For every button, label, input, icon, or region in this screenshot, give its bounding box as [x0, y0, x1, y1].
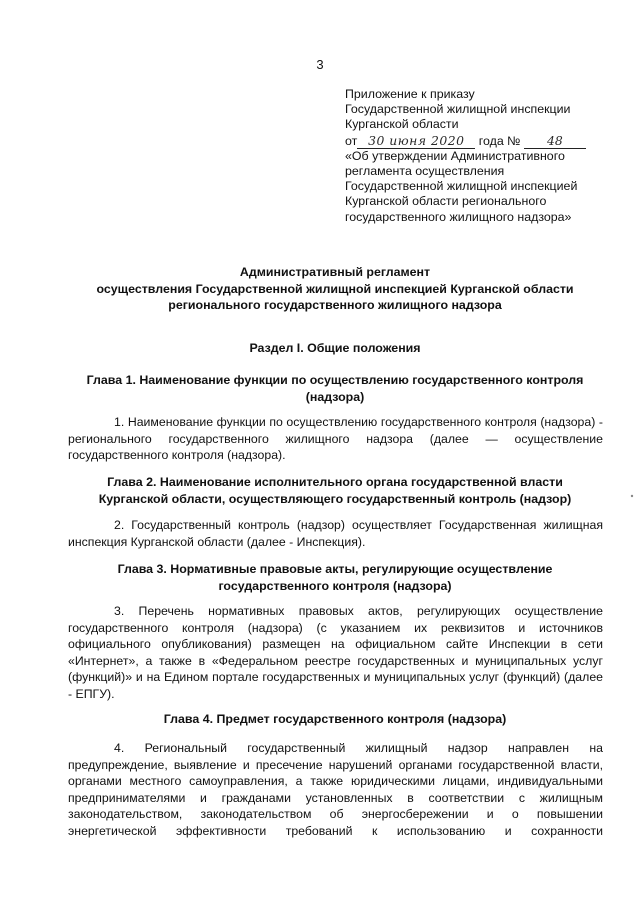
chapter-3-heading [70, 561, 600, 594]
heading-line: Глава 1. Наименование функции по осуществлению государственного контроля [86, 373, 584, 387]
chapter-4-paragraph [68, 740, 603, 840]
appendix-line: Государственной жилищной инспекцией [345, 179, 578, 194]
chapter-3-paragraph [68, 603, 603, 703]
heading-line: Глава 3. Нормативные правовые акты, регулирующие осуществление [117, 562, 553, 576]
paragraph-text: 1. Наименование функции по осуществлению государственного контроля (надзора) - регионального государственного жилищного надзора (далее — осуществление государственного контроля (надзора). [68, 415, 603, 463]
page-number: 3 [316, 57, 324, 72]
paragraph-text: 2. Государственный контроль (надзор) осуществляет Государственная жилищная инспекция Курганской области (далее - Инспекция). [68, 518, 603, 549]
chapter-2-paragraph [68, 517, 603, 550]
title-line: осуществления Государственной жилищной инспекцией Курганской области [96, 281, 574, 296]
heading-line: Курганской области, осуществляющего государственный контроль (надзор) [98, 491, 572, 506]
appendix-line: Государственной жилищной инспекции [345, 102, 571, 117]
paragraph-text: 4. Региональный государственный жилищный надзор направлен на предупреждение, выявление и пресечение нарушений органами государственной власти, органами местного самоуправления, а также юридическими лицами, индивидуальными предпринимателями и гражданами установленных в соответствии с жилищным законодательством, законодательством об энергосбережении и о повышении энергетической эффективности требований к использованию и сохранности [68, 741, 603, 838]
appendix-line: Курганской области регионального [345, 194, 547, 209]
appendix-block [345, 87, 605, 225]
appendix-date-line [345, 133, 605, 149]
chapter-1-paragraph [68, 414, 603, 464]
appendix-line: «Об утверждении Административного [345, 148, 565, 163]
margin-mark [630, 494, 634, 498]
appendix-line: Приложение к приказу [345, 87, 475, 101]
title-line: Административный регламент [239, 265, 431, 279]
appendix-line: государственного жилищного надзора» [345, 209, 572, 224]
chapter-2-heading [70, 474, 600, 507]
paragraph-text: 3. Перечень нормативных правовых актов, регулирующих осуществление государственного контроля (надзора) (с указанием их реквизитов и источников официального опубликования) размещен на официальном сайте Инспекции в сети «Интернет», а также в «Федеральном реестре государственных и муниципальных услуг (функций)» и на Едином портале государственных и муниципальных услуг (функций) (далее - ЕПГУ). [68, 604, 603, 701]
chapter-4-heading: Глава 4. Предмет государственного контроля (надзора) [163, 712, 507, 726]
appendix-line: Курганской области [345, 117, 459, 132]
handwritten-date: 30 июня 2020 [357, 133, 475, 149]
appendix-line: регламента осуществления [345, 164, 505, 179]
section-heading: Раздел I. Общие положения [249, 341, 421, 355]
handwritten-number: 48 [524, 133, 586, 149]
document-title [60, 264, 610, 314]
heading-line: государственного контроля (надзора) [218, 578, 452, 593]
heading-line: Глава 2. Наименование исполнительного органа государственной власти [107, 475, 563, 489]
heading-line: (надзора) [305, 389, 365, 404]
date-prefix: от [345, 133, 358, 148]
year-label: года № [478, 133, 521, 148]
title-line: регионального государственного жилищного надзора [168, 298, 502, 312]
chapter-1-heading [70, 372, 600, 405]
